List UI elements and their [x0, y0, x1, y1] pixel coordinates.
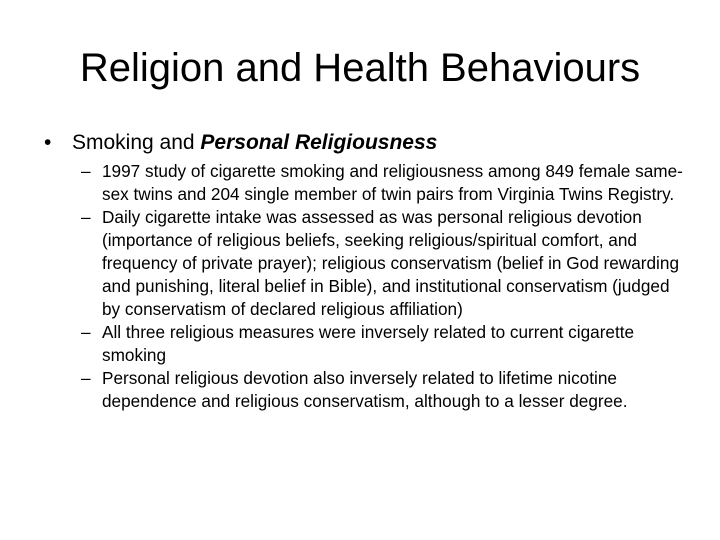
sub-bullet-item: [81, 160, 684, 206]
sub-bullet-text: Daily cigarette intake was assessed as was personal religious devotion (importance of religious beliefs, seeking religious/spiritual comfort, and frequency of private prayer); religious conservatism (belief in God rewarding and punishing, literal belief in Bible), and institutional conservatism (judged by conservatism of declared religious affiliation): [102, 207, 679, 319]
slide-title: Religion and Health Behaviours: [79, 46, 641, 90]
sub-bullet-item: [81, 321, 684, 367]
main-bullet-emphasis: Personal Religiousness: [200, 131, 438, 154]
dash-icon: –: [81, 207, 91, 227]
sub-bullet-item: [81, 206, 684, 321]
dash-icon: –: [81, 322, 91, 342]
sub-bullet-item: [81, 367, 684, 413]
bullet-icon: •: [44, 131, 52, 154]
sub-bullet-text: 1997 study of cigarette smoking and religiousness among 849 female same-sex twins and 204 single member of twin pairs from Virginia Twins Registry.: [102, 161, 683, 204]
sub-bullet-list: [44, 160, 684, 413]
sub-bullet-text: All three religious measures were inversely related to current cigarette smoking: [102, 322, 635, 365]
slide-content: [44, 128, 684, 413]
sub-bullet-text: Personal religious devotion also inversely related to lifetime nicotine dependence and religious conservatism, although to a lesser degree.: [102, 368, 628, 411]
dash-icon: –: [81, 161, 91, 181]
dash-icon: –: [81, 368, 91, 388]
main-bullet: [44, 128, 684, 158]
main-bullet-text: [72, 128, 437, 158]
main-bullet-plain: Smoking and: [72, 131, 201, 154]
